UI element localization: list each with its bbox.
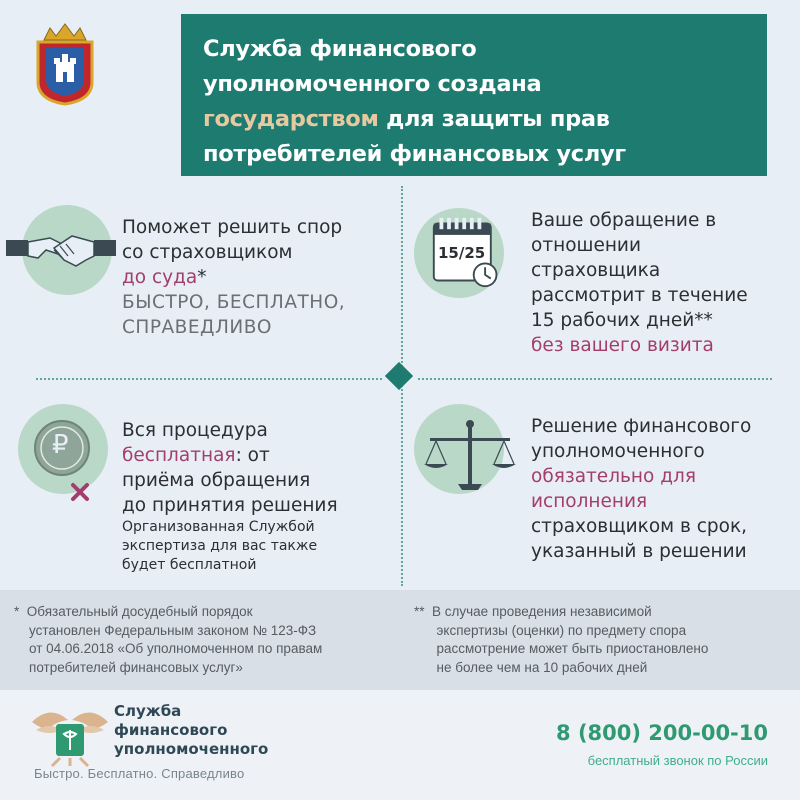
bl-accent: бесплатная: [122, 445, 236, 466]
footnote-right-line: ** В случае проведения независимой: [414, 604, 652, 619]
cell-bottom-left: [122, 418, 338, 575]
br-line-1: Решение финансового: [531, 416, 752, 437]
horizontal-divider-left: [36, 378, 382, 380]
title-line-3-rest: для защиты прав: [378, 106, 610, 132]
tl-accent-mark: *: [197, 267, 207, 288]
cross-icon: [70, 482, 90, 502]
tr-line-2: отношении: [531, 235, 641, 256]
footnote-left-line: потребителей финансовых услуг»: [14, 659, 243, 675]
title-line-4: потребителей финансовых услуг: [203, 141, 626, 167]
br-accent-2: исполнения: [531, 491, 648, 512]
footnote-left-line: установлен Федеральным законом № 123-ФЗ: [14, 622, 317, 638]
phone-note: бесплатный звонок по России: [587, 753, 768, 768]
tl-gray-1: БЫСТРО, БЕСПЛАТНО,: [122, 292, 346, 313]
tr-line-5: 15 рабочих дней**: [531, 310, 713, 331]
bl-small-2: экспертиза для вас также: [122, 538, 318, 554]
tr-line-3: страховщика: [531, 260, 661, 281]
cell-top-right: [531, 208, 748, 358]
scales-icon: [420, 416, 520, 496]
horizontal-divider-right: [418, 378, 772, 380]
br-line-4: указанный в решении: [531, 541, 747, 562]
bl-line-2-rest: : от: [235, 445, 270, 466]
cell-top-left: [122, 215, 345, 340]
footnote-right-line: рассмотрение может быть приостановлено: [414, 641, 709, 656]
divider-diamond: [385, 362, 413, 390]
tr-accent: без вашего визита: [531, 335, 714, 356]
tl-accent: до суда: [122, 267, 198, 288]
footnote-left-line: от 04.06.2018 «Об уполномоченном по правам: [14, 641, 323, 656]
title-line-1: Служба финансового: [203, 36, 477, 62]
coat-of-arms-icon: [34, 22, 96, 106]
title-line-2: уполномоченного создана: [203, 71, 542, 97]
tr-line-4: рассмотрит в течение: [531, 285, 748, 306]
eagle-logo-icon: [30, 700, 110, 768]
org-line-2: финансового: [114, 721, 228, 739]
title-banner: [181, 14, 767, 176]
bl-small-3: будет бесплатной: [122, 557, 257, 573]
org-name: [114, 702, 268, 759]
br-line-2: уполномоченного: [531, 441, 705, 462]
bl-line-2: [122, 443, 338, 468]
bl-line-1: Вся процедура: [122, 420, 268, 441]
calendar-label: 15/25: [438, 244, 486, 262]
title-line-3: [203, 102, 747, 137]
tl-gray-2: СПРАВЕДЛИВО: [122, 317, 272, 338]
motto: Быстро. Бесплатно. Справедливо: [34, 766, 245, 781]
bl-small-1: Организованная Службой: [122, 519, 315, 535]
handshake-icon: [6, 220, 116, 280]
phone-number[interactable]: 8 (800) 200-00-10: [556, 721, 768, 745]
br-accent-1: обязательно для: [531, 466, 696, 487]
footnote-left: [14, 603, 322, 677]
coin-symbol: ₽: [52, 430, 69, 460]
footnote-right-line: не более чем на 10 рабочих дней: [414, 659, 648, 675]
br-line-3: страховщиком в срок,: [531, 516, 748, 537]
cell-bottom-right: [531, 414, 751, 564]
bl-line-3: приёма обращения: [122, 470, 311, 491]
org-line-3: уполномоченного: [114, 740, 269, 758]
org-line-1: Служба: [114, 702, 182, 720]
title-highlight: государством: [203, 106, 379, 132]
footnote-left-line: * Обязательный досудебный порядок: [14, 604, 253, 619]
tl-accent-line: [122, 265, 345, 290]
footnote-right-line: экспертизы (оценки) по предмету спора: [414, 622, 687, 638]
footnote-right: [414, 603, 708, 677]
tr-line-1: Ваше обращение в: [531, 210, 717, 231]
tl-line-2: со страховщиком: [122, 242, 293, 263]
bl-line-4: до принятия решения: [122, 495, 338, 516]
tl-line-1: Поможет решить спор: [122, 217, 343, 238]
